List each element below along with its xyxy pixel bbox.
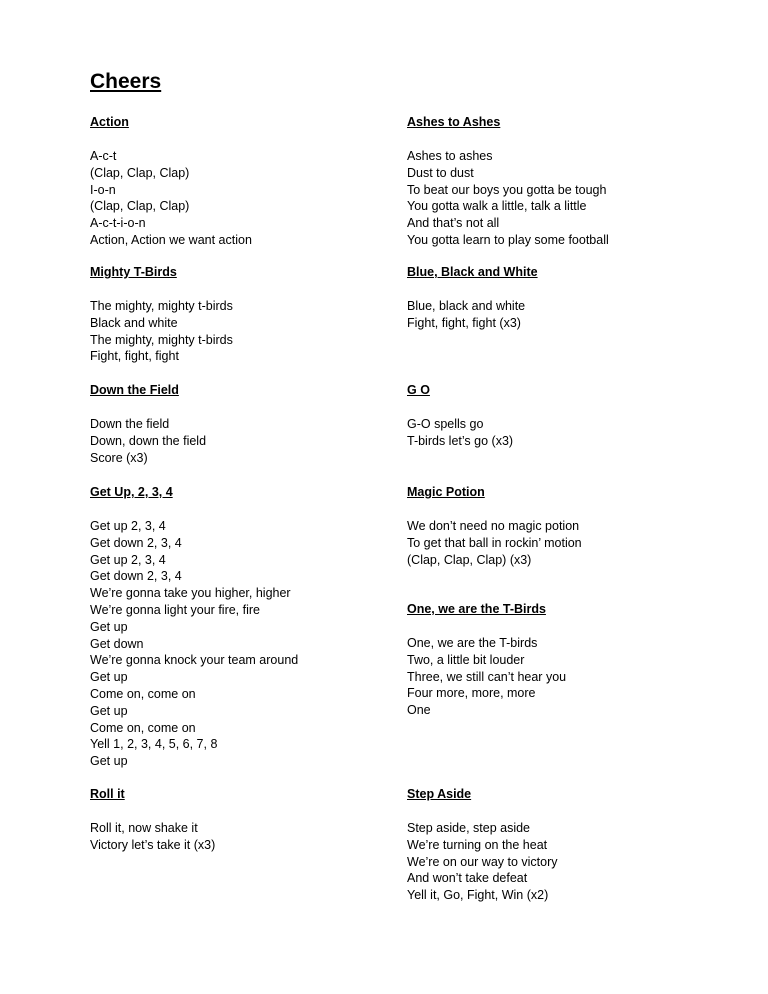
lyric-line: Blue, black and white bbox=[407, 299, 526, 313]
lyric-line: Get up 2, 3, 4 bbox=[90, 552, 166, 567]
lyric-line: Yell it, Go, Fight, Win (x2) bbox=[407, 888, 549, 903]
lyric-line: Get up bbox=[90, 670, 128, 685]
cheer-lyrics-step-aside bbox=[407, 820, 558, 904]
lyric-line: We’re gonna light your fire, fire bbox=[90, 602, 260, 617]
cheer-lyrics-get-up-2-3-4 bbox=[90, 518, 298, 770]
lyric-line: Roll it, now shake it bbox=[90, 821, 198, 835]
lyric-line: Get up 2, 3, 4 bbox=[90, 519, 166, 533]
lyric-line: Get down 2, 3, 4 bbox=[90, 535, 182, 550]
lyric-line: Action, Action we want action bbox=[90, 232, 252, 247]
lyric-line: A-c-t bbox=[90, 149, 117, 163]
page-title: Cheers bbox=[90, 70, 162, 93]
lyric-line: Come on, come on bbox=[90, 686, 196, 701]
lyric-line: Three, we still can’t hear you bbox=[407, 669, 567, 684]
cheer-title-step-aside: Step Aside bbox=[407, 787, 472, 801]
lyric-line: The mighty, mighty t-birds bbox=[90, 332, 233, 347]
lyric-line: A-c-t-i-o-n bbox=[90, 216, 146, 231]
cheer-title-roll-it: Roll it bbox=[90, 787, 125, 801]
lyric-line: Black and white bbox=[90, 315, 178, 330]
lyric-line: Dust to dust bbox=[407, 165, 474, 180]
cheer-title-magic-potion: Magic Potion bbox=[407, 485, 485, 499]
lyric-line: Score (x3) bbox=[90, 450, 148, 465]
lyric-line: (Clap, Clap, Clap) bbox=[90, 165, 190, 180]
lyric-line: Get up bbox=[90, 619, 128, 634]
lyric-line: To get that ball in rockin’ motion bbox=[407, 535, 582, 550]
lyric-line: Down the field bbox=[90, 417, 170, 431]
lyric-line: One bbox=[407, 703, 431, 718]
cheer-lyrics-mighty-t-birds bbox=[90, 298, 233, 365]
cheer-lyrics-roll-it bbox=[90, 820, 215, 854]
lyric-line: One, we are the T-birds bbox=[407, 636, 538, 650]
lyric-line: G-O spells go bbox=[407, 417, 484, 431]
lyric-line: T-birds let’s go (x3) bbox=[407, 433, 514, 448]
cheer-lyrics-blue-black-and-white bbox=[407, 298, 525, 332]
lyric-line: And won’t take defeat bbox=[407, 871, 528, 886]
cheer-lyrics-ashes-to-ashes bbox=[407, 148, 609, 249]
lyric-line: (Clap, Clap, Clap) bbox=[90, 199, 190, 214]
lyric-line: Get down 2, 3, 4 bbox=[90, 569, 182, 584]
lyric-line: We’re on our way to victory bbox=[407, 854, 558, 869]
lyric-line: Fight, fight, fight bbox=[90, 349, 179, 364]
lyric-line: Get down bbox=[90, 636, 144, 651]
cheer-title-get-up-2-3-4: Get Up, 2, 3, 4 bbox=[90, 485, 173, 499]
lyric-line: To beat our boys you gotta be tough bbox=[407, 182, 607, 197]
lyric-line: Four more, more, more bbox=[407, 686, 536, 701]
lyric-line: The mighty, mighty t-birds bbox=[90, 299, 233, 313]
cheer-lyrics-g-o bbox=[407, 416, 513, 450]
lyric-line: I-o-n bbox=[90, 182, 116, 197]
lyric-line: Come on, come on bbox=[90, 720, 196, 735]
lyric-line: Down, down the field bbox=[90, 433, 207, 448]
cheer-title-one-we-are-the-t-birds: One, we are the T-Birds bbox=[407, 602, 546, 616]
cheer-title-mighty-t-birds: Mighty T-Birds bbox=[90, 265, 177, 279]
cheer-title-ashes-to-ashes: Ashes to Ashes bbox=[407, 115, 501, 129]
cheer-lyrics-magic-potion bbox=[407, 518, 582, 568]
cheer-lyrics-down-the-field bbox=[90, 416, 206, 466]
lyric-line: We’re gonna take you higher, higher bbox=[90, 586, 291, 601]
lyric-line: You gotta walk a little, talk a little bbox=[407, 199, 587, 214]
lyric-line: And that’s not all bbox=[407, 216, 500, 231]
lyric-line: Victory let’s take it (x3) bbox=[90, 837, 216, 852]
lyric-line: Get up bbox=[90, 754, 128, 769]
cheer-title-down-the-field: Down the Field bbox=[90, 383, 179, 397]
cheer-title-g-o: G O bbox=[407, 383, 430, 397]
cheer-title-blue-black-and-white: Blue, Black and White bbox=[407, 265, 538, 279]
cheer-lyrics-one-we-are-the-t-birds bbox=[407, 635, 566, 719]
lyric-line: Get up bbox=[90, 703, 128, 718]
lyric-line: Step aside, step aside bbox=[407, 821, 530, 835]
cheer-lyrics-action bbox=[90, 148, 252, 249]
lyric-line: Fight, fight, fight (x3) bbox=[407, 315, 521, 330]
cheer-title-action: Action bbox=[90, 115, 129, 129]
lyric-line: Two, a little bit louder bbox=[407, 652, 525, 667]
lyric-line: (Clap, Clap, Clap) (x3) bbox=[407, 552, 532, 567]
lyric-line: Ashes to ashes bbox=[407, 149, 493, 163]
lyric-line: We’re turning on the heat bbox=[407, 837, 548, 852]
lyric-line: We don’t need no magic potion bbox=[407, 519, 580, 533]
lyric-line: Yell 1, 2, 3, 4, 5, 6, 7, 8 bbox=[90, 737, 218, 752]
lyric-line: You gotta learn to play some football bbox=[407, 232, 609, 247]
lyric-line: We’re gonna knock your team around bbox=[90, 653, 299, 668]
